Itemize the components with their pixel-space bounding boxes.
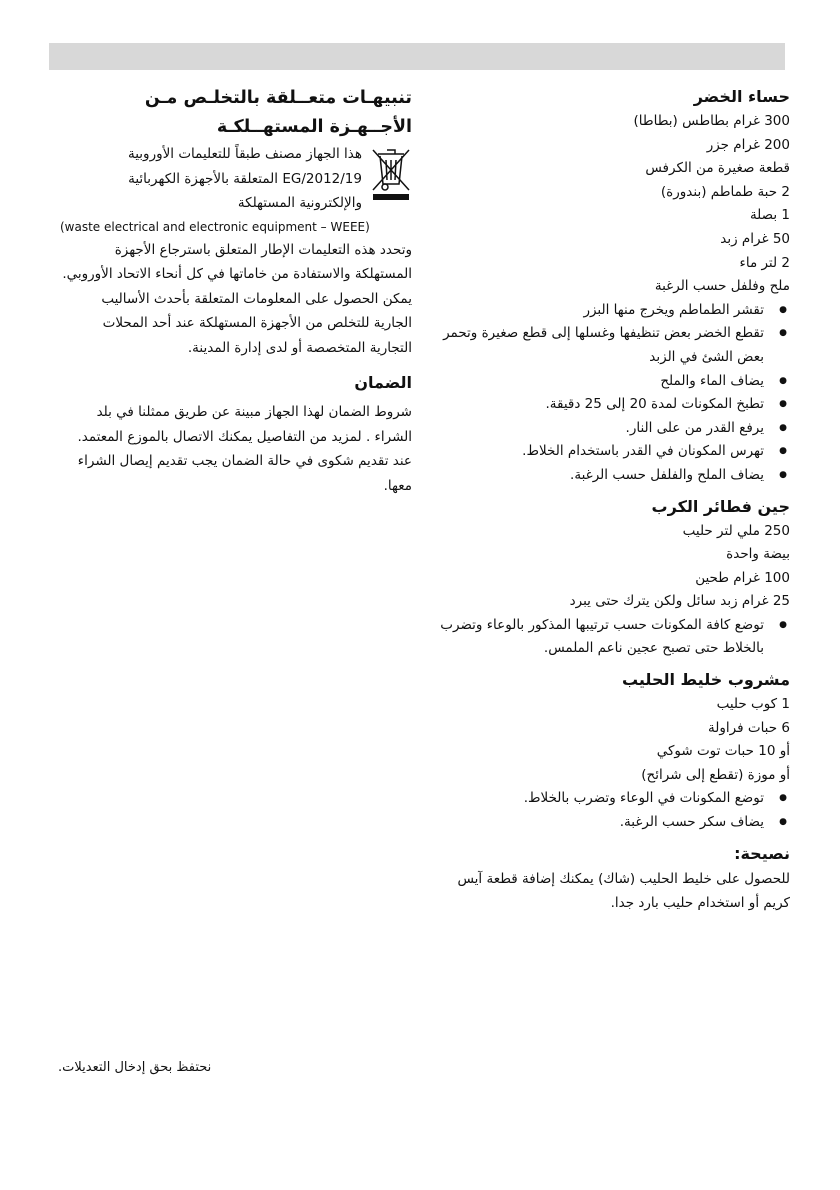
crepe-step: ● توضع كافة المكونات حسب ترتيبها المذكور بالوعاء وتضرب بالخلاط حتى تصبح عجين ناعم الملمس. <box>440 614 790 661</box>
header-bar <box>49 43 785 70</box>
soup-ingredient: ملح وفلفل حسب الرغبة <box>654 278 790 295</box>
milkshake-ingredient: 1 كوب حليب <box>716 696 790 713</box>
soup-title: حساء الخضر <box>693 87 790 106</box>
milkshake-title: مشروب خليط الحليب <box>621 670 790 690</box>
footer-note: نحتفظ بحق إدخال التعديلات. <box>58 1060 212 1075</box>
soup-ingredient: 300 غرام بطاطس (بطاطا) <box>633 113 790 129</box>
soup-step: ● تقطع الخضر بعض تنظيفها وغسلها إلى قطع صغيرة وتحمر بعض الشئ في الزبد <box>440 322 790 369</box>
soup-step: ● تقشر الطماطم ويخرج منها البزر <box>440 299 790 323</box>
soup-ingredient: 50 غرام زبد <box>720 230 790 247</box>
disposal-body: وتحدد هذه التعليمات الإطار المتعلق باسترجاع الأجهزة المستهلكة والاستفادة من خاماتها في كل أنحاء الاتحاد الأوروبي. يمكن الحصول على المعلومات المتعلقة بأحدث الأساليب الجارية للتخلص من الأجهزة المستهلكة عند أحد المحلات التجارية المتخصصة أو لدى إدارة المدينة. <box>62 241 412 356</box>
weee-line: 2012/19/EG المتعلقة بالأجهزة الكهربائية <box>128 170 362 187</box>
tip-text: للحصول على خليط الحليب (شاك) يمكنك إضافة قطعة آيس كريم أو استخدام حليب بارد جدا. <box>457 870 790 912</box>
soup-step: ● تطبخ المكونات لمدة 20 إلى 25 دقيقة. <box>440 393 790 417</box>
soup-ingredient: قطعة صغيرة من الكرفس <box>645 160 790 177</box>
disposal-title: تنبيهـات متعــلقة بالتخلـص مـن <box>144 88 412 108</box>
soup-step: ● يرفع القدر من على النار. <box>440 417 790 441</box>
crepe-title: جين فطائر الكرب <box>651 496 790 516</box>
weee-english: (waste electrical and electronic equipment – WEEE) <box>60 219 370 234</box>
crossed-out-bin-icon <box>370 146 412 202</box>
recipes-column <box>440 84 790 916</box>
soup-ingredient: 200 غرام جزر <box>706 136 790 153</box>
weee-line: والإلكترونية المستهلكة <box>237 195 362 211</box>
soup-ingredient: 1 بصلة <box>749 207 790 224</box>
crepe-ingredient: 100 غرام طحين <box>695 569 790 586</box>
soup-step: ● يضاف الملح والفلفل حسب الرغبة. <box>440 464 790 488</box>
milkshake-step: ● يضاف سكر حسب الرغبة. <box>440 811 790 835</box>
warranty-title: الضمان <box>354 373 412 392</box>
disposal-title-2: الأجــهـزة المستهــلكـة <box>216 117 412 137</box>
weee-notice <box>60 142 412 216</box>
milkshake-ingredient: 6 حبات فراولة <box>708 719 790 736</box>
tip-title: نصيحة: <box>734 843 790 863</box>
info-column <box>60 84 412 498</box>
crepe-ingredient: 250 ملي لتر حليب <box>682 522 790 539</box>
milkshake-ingredient: أو موزة (تقطع إلى شرائح) <box>641 766 790 783</box>
milkshake-step: ● توضع المكونات في الوعاء وتضرب بالخلاط. <box>440 787 790 811</box>
soup-step: ● يضاف الماء والملح <box>440 370 790 394</box>
weee-line: هذا الجهاز مصنف طبقاً للتعليمات الأوروبية <box>127 146 362 162</box>
crepe-ingredient: بيضة واحدة <box>726 546 790 563</box>
soup-ingredient: 2 حبة طماطم (بندورة) <box>660 183 790 200</box>
milkshake-ingredient: أو 10 حبات توت شوكي <box>656 743 790 760</box>
crepe-ingredient: 25 غرام زبد سائل ولكن يترك حتى يبرد <box>569 593 790 610</box>
soup-step: ● تهرس المكونان في القدر باستخدام الخلاط. <box>440 440 790 464</box>
warranty-body: شروط الضمان لهذا الجهاز مبينة عن طريق ممثلنا في بلد الشراء . لمزيد من التفاصيل يمكنك الاتصال بالموزع المعتمد. عند تقديم شكوى في حالة الضمان يجب تقديم إيصال الشراء معها. <box>77 404 412 494</box>
soup-ingredient: 2 لتر ماء <box>739 254 790 271</box>
